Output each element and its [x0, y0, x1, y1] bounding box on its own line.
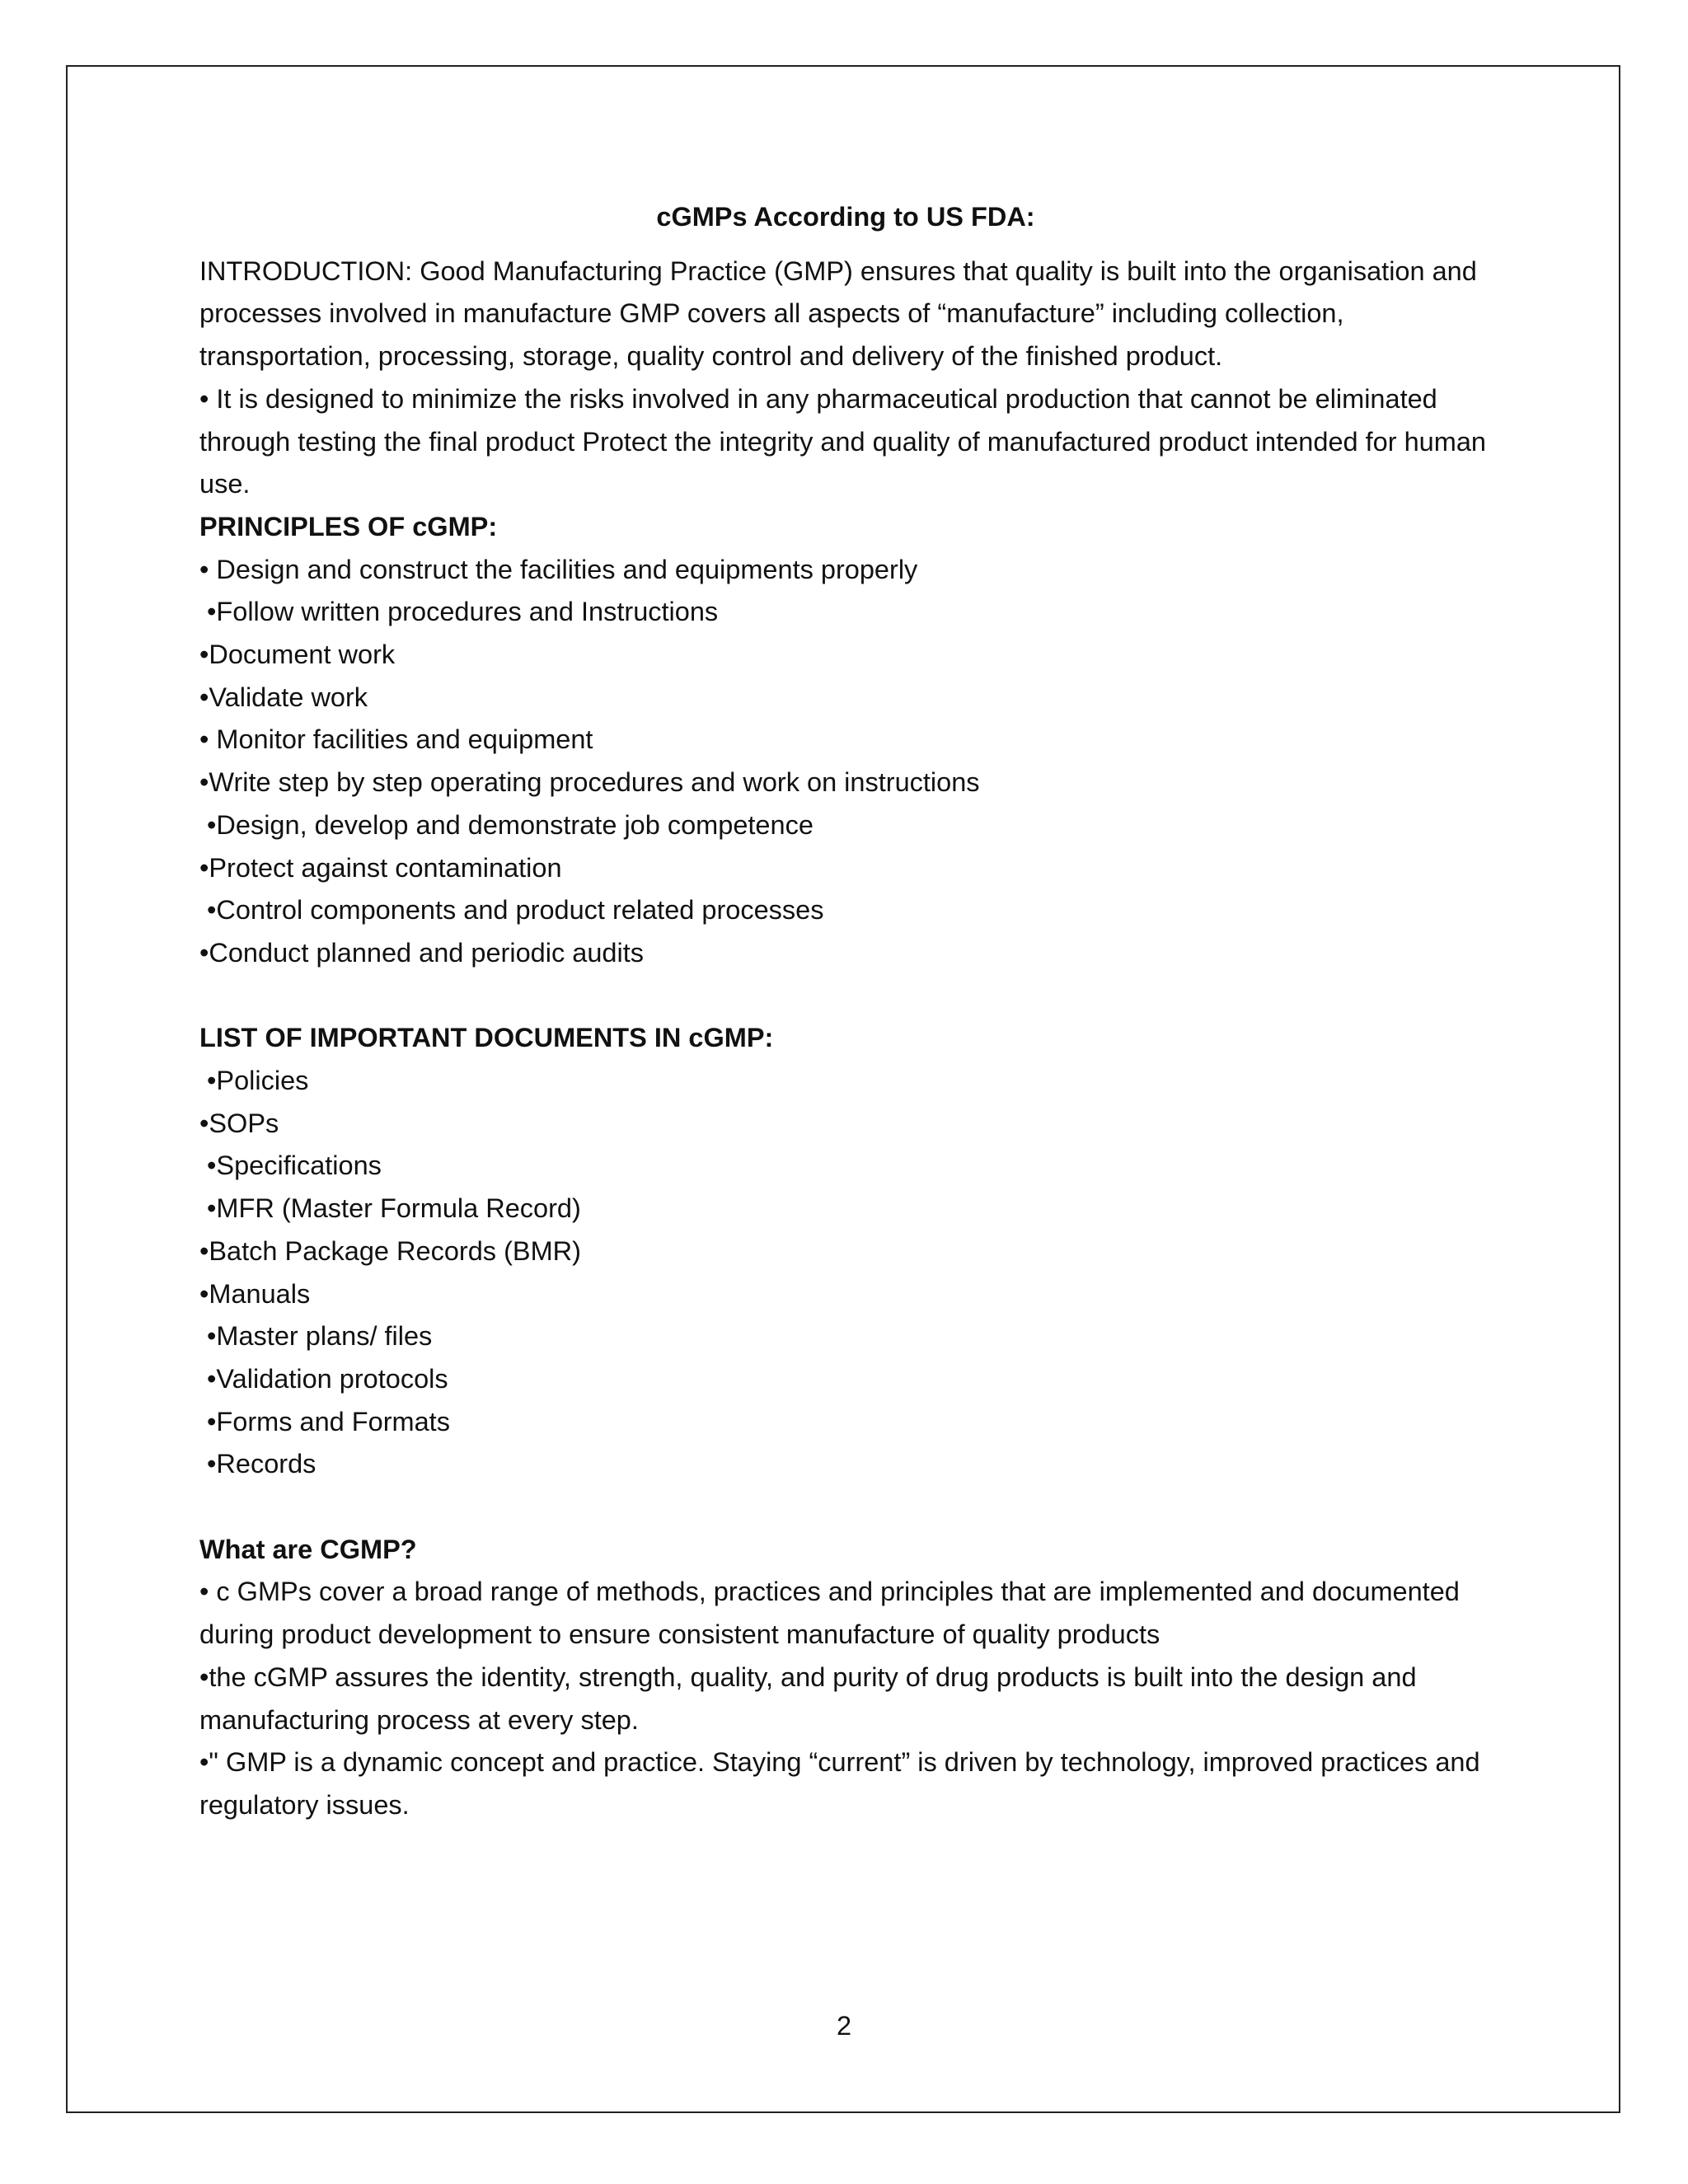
page-number: 2 [836, 2011, 852, 2041]
principles-list [199, 549, 1510, 975]
document-body [199, 196, 1510, 1827]
principle-item: • Monitor facilities and equipment [199, 724, 593, 755]
document-item: •Forms and Formats [199, 1406, 450, 1436]
what-heading: What are CGMP? [199, 1534, 417, 1564]
introduction-paragraph: INTRODUCTION: Good Manufacturing Practice (GMP) ensures that quality is built into the organisation and processes involved in manufacture GMP covers all aspects of “manufacture” including collection, transportation, processing, storage, quality control and delivery of the finished product. [199, 255, 1477, 372]
document-title: cGMPs According to US FDA: [656, 202, 1035, 232]
principles-heading: PRINCIPLES OF cGMP: [199, 511, 498, 541]
document-item: •Batch Package Records (BMR) [199, 1235, 581, 1266]
document-item: •Policies [199, 1066, 309, 1096]
section-spacer [199, 1486, 1510, 1529]
principle-item: •Protect against contamination [199, 852, 562, 883]
principle-item: •Document work [199, 640, 396, 670]
document-item: •Manuals [199, 1278, 311, 1309]
principle-item: • Design and construct the facilities and equipments properly [199, 554, 918, 584]
documents-list [199, 1060, 1510, 1486]
principle-item: •Follow written procedures and Instructions [199, 597, 719, 627]
introduction-bullet: • It is designed to minimize the risks involved in any pharmaceutical production that cannot be eliminated through testing the final product Protect the integrity and quality of manufactured product intended for human use. [199, 383, 1486, 499]
principle-item: •Design, develop and demonstrate job competence [199, 809, 814, 840]
document-item: •Validation protocols [199, 1363, 448, 1394]
what-bullet: •" GMP is a dynamic concept and practice. Staying “current” is driven by technology, improved practices and regulatory issues. [199, 1747, 1480, 1820]
section-spacer [199, 975, 1510, 1018]
principle-item: •Conduct planned and periodic audits [199, 937, 644, 968]
principle-item: •Write step by step operating procedures and work on instructions [199, 767, 980, 798]
principle-item: •Control components and product related processes [199, 895, 824, 926]
what-bullet: •the cGMP assures the identity, strength, quality, and purity of drug products is built into the design and manufacturing process at every step. [199, 1661, 1417, 1735]
document-item: •SOPs [199, 1108, 279, 1138]
documents-heading: LIST OF IMPORTANT DOCUMENTS IN cGMP: [199, 1023, 774, 1053]
document-item: •Records [199, 1449, 316, 1479]
document-item: •Master plans/ files [199, 1321, 433, 1352]
document-item: •Specifications [199, 1151, 382, 1181]
document-item: •MFR (Master Formula Record) [199, 1193, 581, 1224]
principle-item: •Validate work [199, 682, 368, 712]
what-bullet: • c GMPs cover a broad range of methods, practices and principles that are implemented and documented during product development to ensure consistent manufacture of quality products [199, 1577, 1460, 1650]
